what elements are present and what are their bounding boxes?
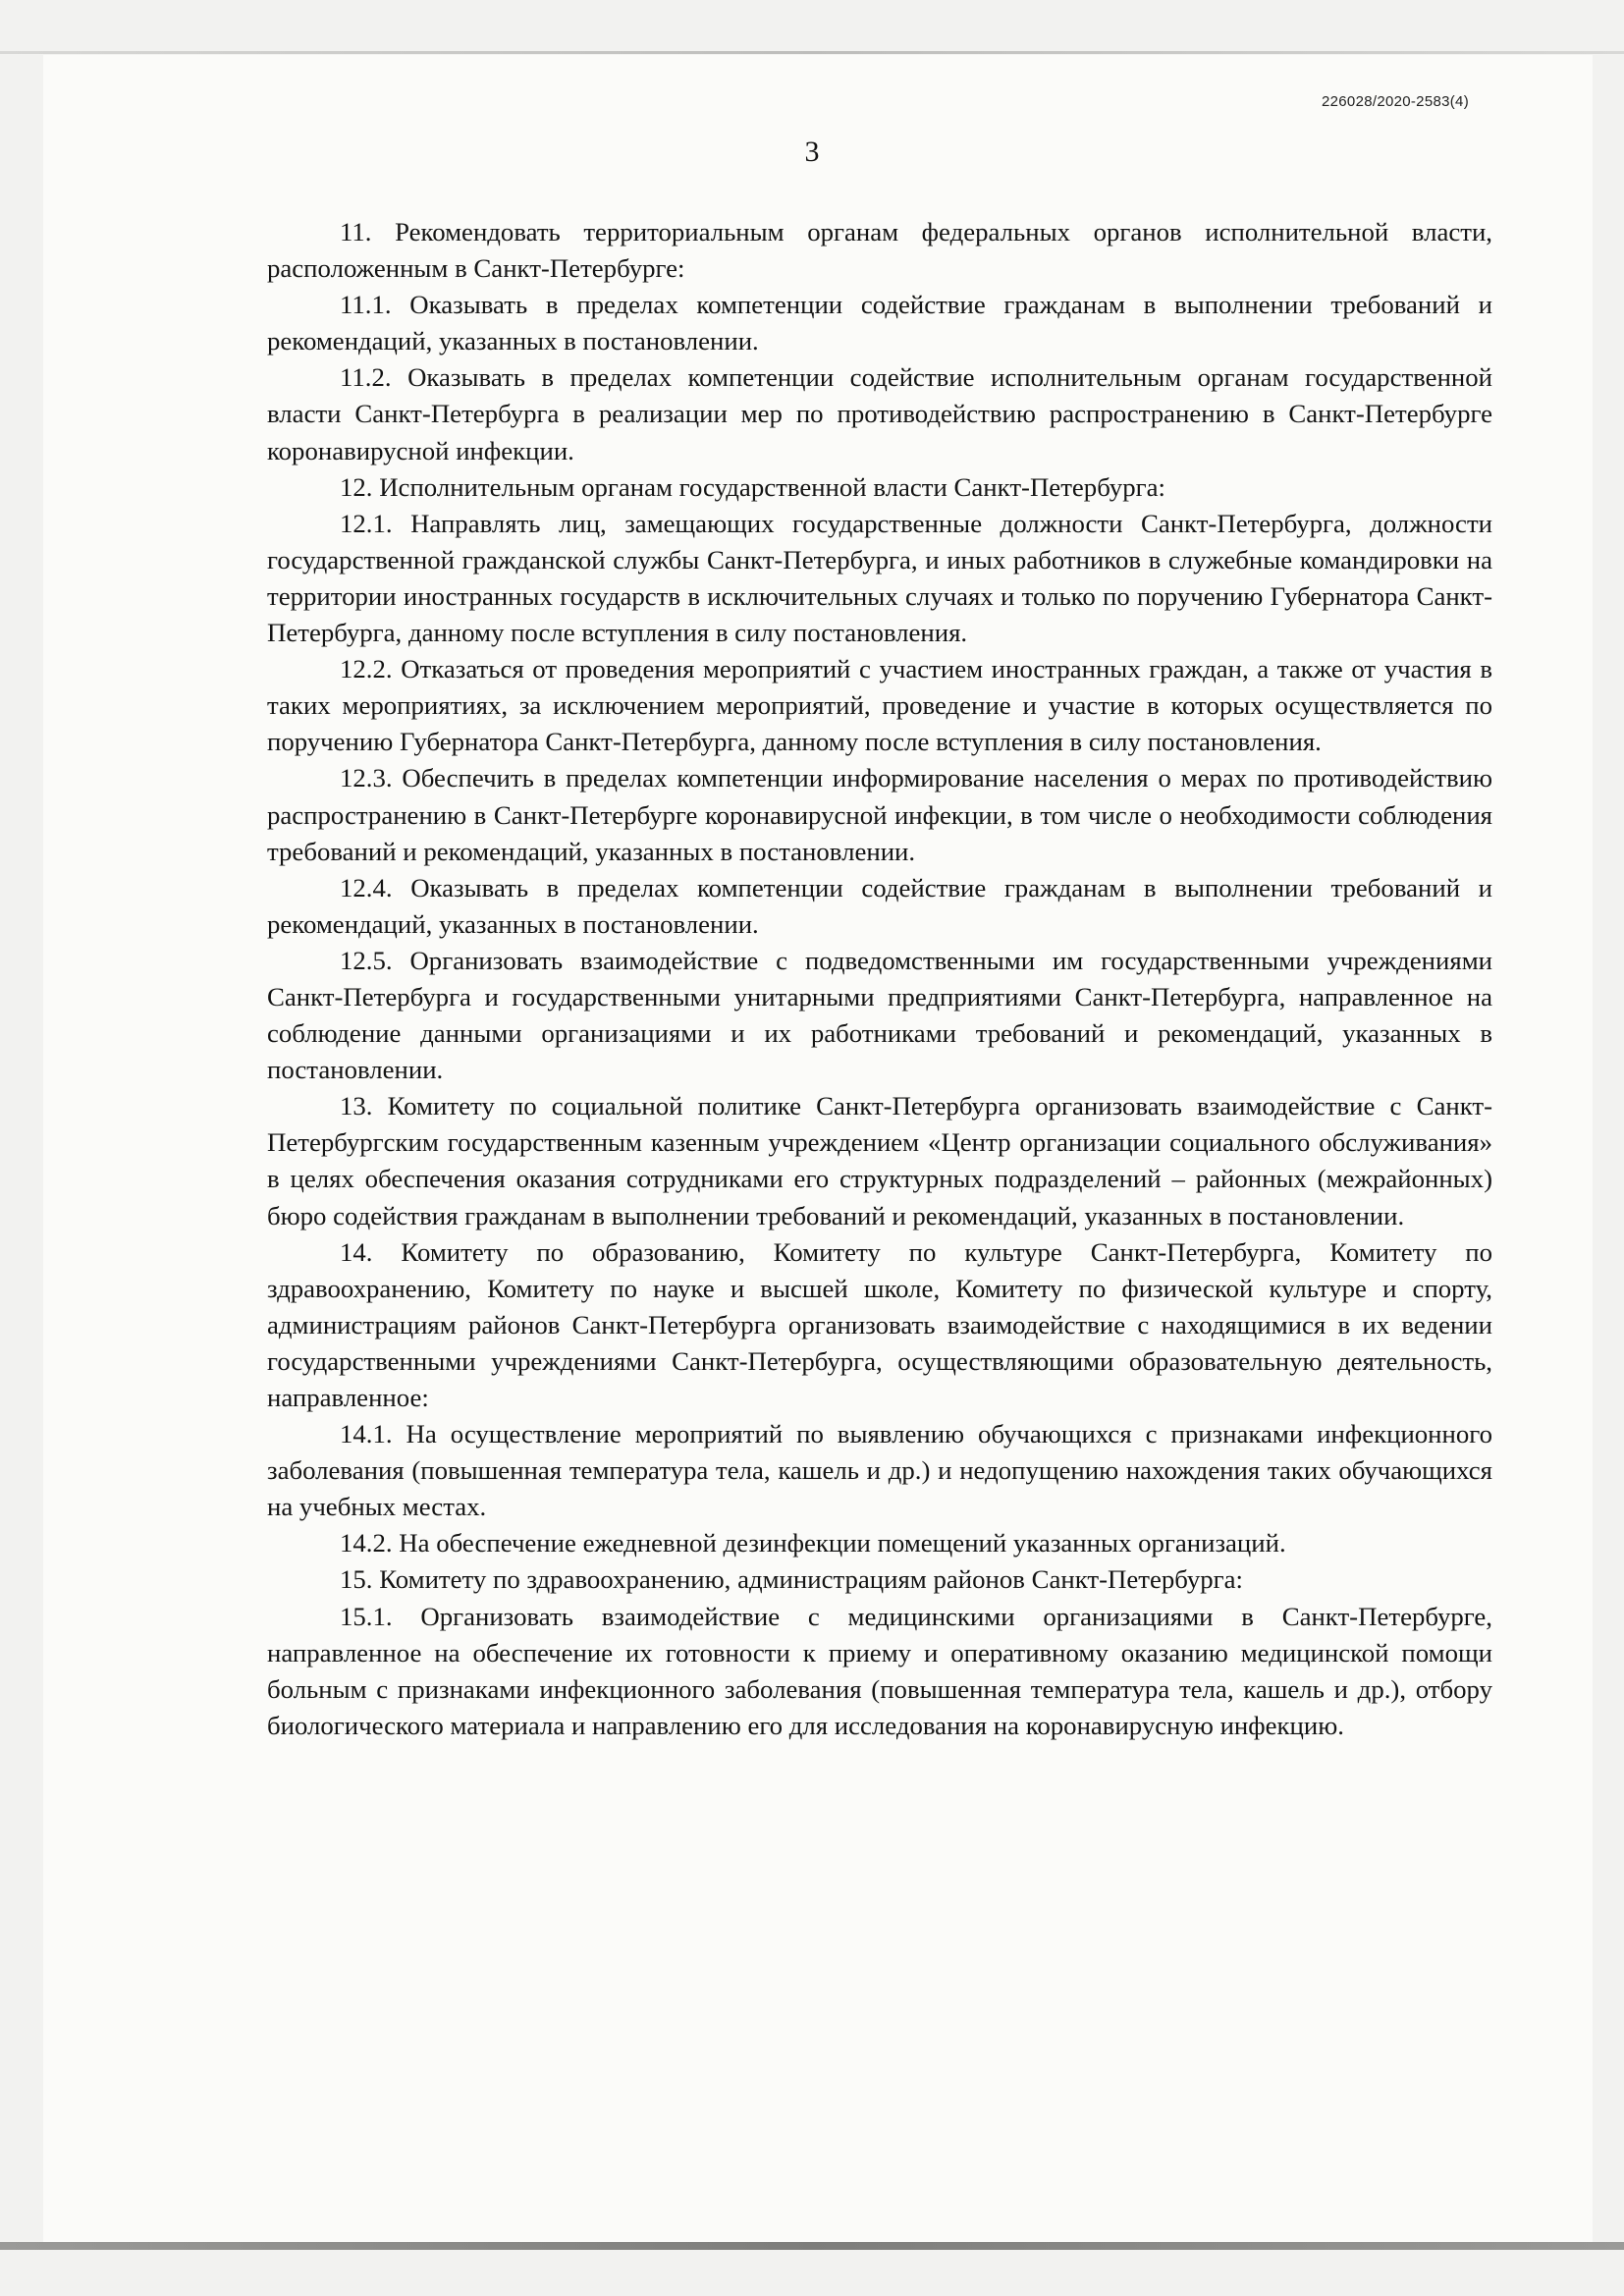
paragraph-12: 12. Исполнительным органам государственной власти Санкт-Петербурга: bbox=[340, 471, 1165, 502]
page-number: 3 bbox=[804, 136, 820, 168]
paragraph-12-3: 12.3. Обеспечить в пределах компетенции информирование населения о мерах по противодействию распространению в Санкт-Петербурге коронавирусной инфекции, в том числе о необходимости соблюдения требований и рекомендаций, указанных в постановлении. bbox=[267, 763, 1492, 866]
paragraph-14: 14. Комитету по образованию, Комитету по культуре Санкт-Петербурга, Комитету по здравоохранению, Комитету по науке и высшей школе, Комитету по физической культуре и спорту, администрациям районов Санкт-Петербурга организовать взаимодействие с находящимися в их ведении государственными учреждениями Санкт-Петербурга, осуществляющими образовательную деятельность, направленное: bbox=[267, 1236, 1492, 1412]
paragraph-11-2: 11.2. Оказывать в пределах компетенции содействие исполнительным органам государственной власти Санкт-Петербурга в реализации мер по противодействию распространению в Санкт-Петербурге коронавирусной инфекции. bbox=[267, 362, 1492, 465]
paragraph-13: 13. Комитету по социальной политике Санкт-Петербурга организовать взаимодействие с Санкт-Петербургским государственным казенным учреждением «Центр организации социального обслуживания» в целях обеспечения оказания сотрудниками его структурных подразделений – районных (межрайонных) бюро содействия гражданам в выполнении требований и рекомендаций, указанных в постановлении. bbox=[267, 1091, 1492, 1230]
paragraph-11: 11. Рекомендовать территориальным органам федеральных органов исполнительной власти, расположенным в Санкт-Петербурге: bbox=[267, 217, 1492, 284]
paragraph-12-4: 12.4. Оказывать в пределах компетенции содействие гражданам в выполнении требований и рекомендаций, указанных в постановлении. bbox=[267, 872, 1492, 939]
paragraph-14-2: 14.2. На обеспечение ежедневной дезинфекции помещений указанных организаций. bbox=[340, 1528, 1286, 1558]
scan-edge-top bbox=[0, 51, 1624, 54]
paragraph-11-1: 11.1. Оказывать в пределах компетенции содействие гражданам в выполнении требований и рекомендаций, указанных в постановлении. bbox=[267, 290, 1492, 356]
paragraph-12-1: 12.1. Направлять лиц, замещающих государственные должности Санкт-Петербурга, должности государственной гражданской службы Санкт-Петербурга, и иных работников в служебные командировки на территории иностранных государств в исключительных случаях и только по поручению Губернатора Санкт-Петербурга, данному после вступления в силу постановления. bbox=[267, 508, 1492, 648]
paragraph-14-1: 14.1. На осуществление мероприятий по выявлению обучающихся с признаками инфекционного заболевания (повышенная температура тела, кашель и др.) и недопущению нахождения таких обучающихся на учебных местах. bbox=[267, 1419, 1492, 1522]
paragraph-15-1: 15.1. Организовать взаимодействие с медицинскими организациями в Санкт-Петербурге, направленное на обеспечение их готовности к приему и оперативному оказанию медицинской помощи больным с признаками инфекционного заболевания (повышенная температура тела, кашель и др.), отбору биологического материала и направлению его для исследования на коронавирусную инфекцию. bbox=[267, 1601, 1492, 1740]
paragraph-12-5: 12.5. Организовать взаимодействие с подведомственными им государственными учреждениями Санкт-Петербурга и государственными унитарными предприятиями Санкт-Петербурга, направленное на соблюдение данными организациями и их работниками требований и рекомендаций, указанных в постановлении. bbox=[267, 945, 1492, 1085]
scan-edge-bottom bbox=[0, 2242, 1624, 2250]
registration-number: 226028/2020-2583(4) bbox=[1322, 93, 1469, 110]
paragraph-12-2: 12.2. Отказаться от проведения мероприятий с участием иностранных граждан, а также от участия в таких мероприятиях, за исключением мероприятий, проведение и участие в которых осуществляется по поручению Губернатора Санкт-Петербурга, данному после вступления в силу постановления. bbox=[267, 654, 1492, 757]
document-body bbox=[267, 214, 1492, 1744]
paragraph-15: 15. Комитету по здравоохранению, администрациям районов Санкт-Петербурга: bbox=[340, 1564, 1243, 1595]
